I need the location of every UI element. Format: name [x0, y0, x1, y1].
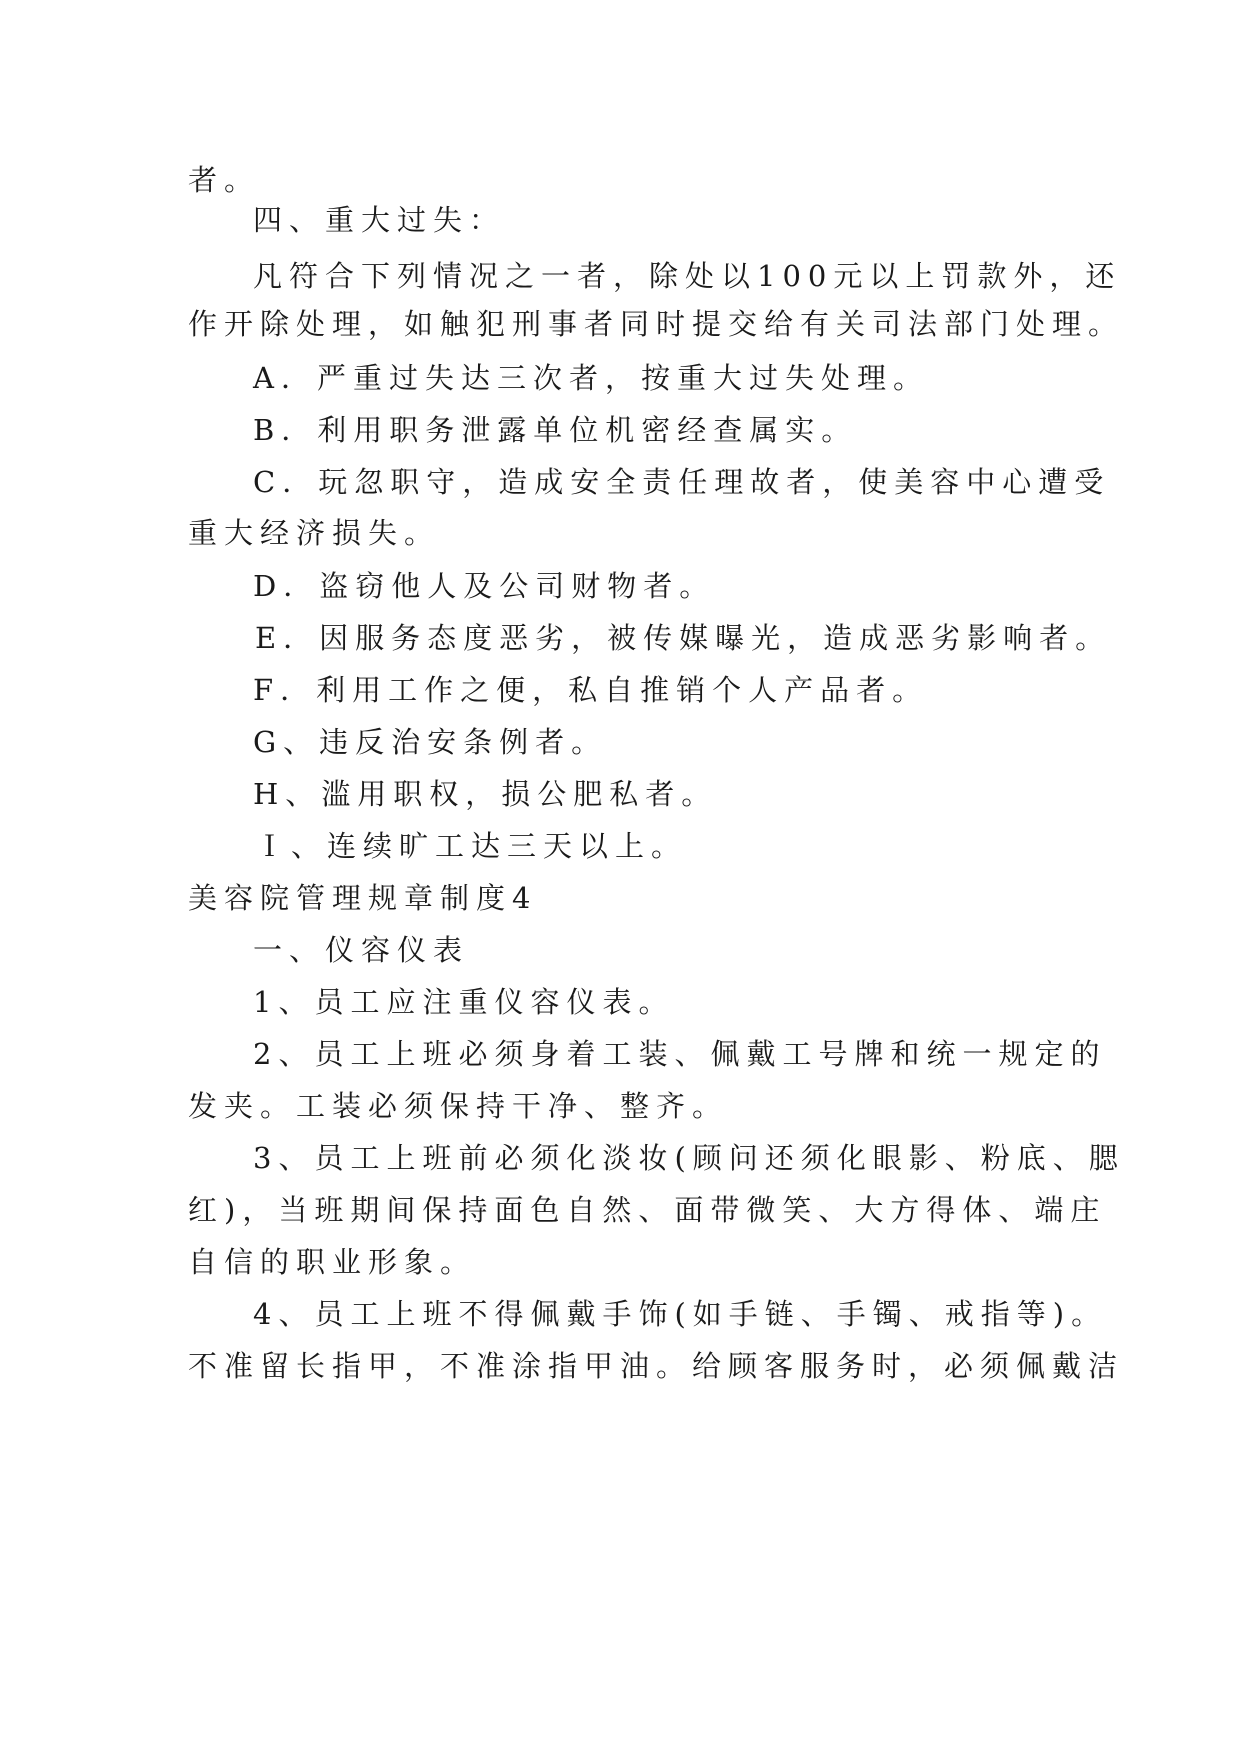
list-item: 3、员工上班前必须化淡妆(顾问还须化眼影、粉底、腮	[253, 1141, 1125, 1175]
paragraph-line: 作开除处理，如触犯刑事者同时提交给有关司法部门处理。	[188, 307, 1125, 341]
list-item-continuation: 发夹。工装必须保持干净、整齐。	[188, 1089, 729, 1123]
paragraph-line: 凡符合下列情况之一者，除处以100元以上罚款外，还	[253, 259, 1122, 293]
list-item: F．利用工作之便，私自推销个人产品者。	[253, 673, 929, 707]
list-item: C．玩忽职守，造成安全责任理故者，使美容中心遭受	[253, 465, 1111, 499]
list-item: 1、员工应注重仪容仪表。	[253, 985, 675, 1019]
text-line: 者。	[188, 163, 261, 197]
list-item: H、滥用职权，损公肥私者。	[253, 777, 718, 811]
list-item-continuation: 重大经济损失。	[188, 516, 441, 550]
list-item: 2、员工上班必须身着工装、佩戴工号牌和统一规定的	[253, 1037, 1107, 1071]
list-item: A．严重过失达三次者，按重大过失处理。	[253, 361, 929, 395]
section-heading: 四、重大过失：	[253, 203, 506, 237]
list-item: E．因服务态度恶劣，被传媒曝光，造成恶劣影响者。	[255, 621, 1112, 655]
list-item: D．盗窃他人及公司财物者。	[253, 569, 716, 603]
list-item-continuation: 自信的职业形象。	[188, 1245, 477, 1279]
list-item: Ｉ、连续旷工达三天以上。	[255, 829, 688, 863]
list-item: 4、员工上班不得佩戴手饰(如手链、手镯、戒指等)。	[253, 1297, 1108, 1331]
list-item: G、违反治安条例者。	[253, 725, 608, 759]
list-item-continuation: 不准留长指甲，不准涂指甲油。给顾客服务时，必须佩戴洁	[188, 1349, 1125, 1383]
section-heading: 一、仪容仪表	[253, 933, 470, 967]
document-title: 美容院管理规章制度4	[188, 881, 538, 915]
list-item-continuation: 红)，当班期间保持面色自然、面带微笑、大方得体、端庄	[188, 1193, 1107, 1227]
list-item: B．利用职务泄露单位机密经查属实。	[253, 413, 858, 447]
